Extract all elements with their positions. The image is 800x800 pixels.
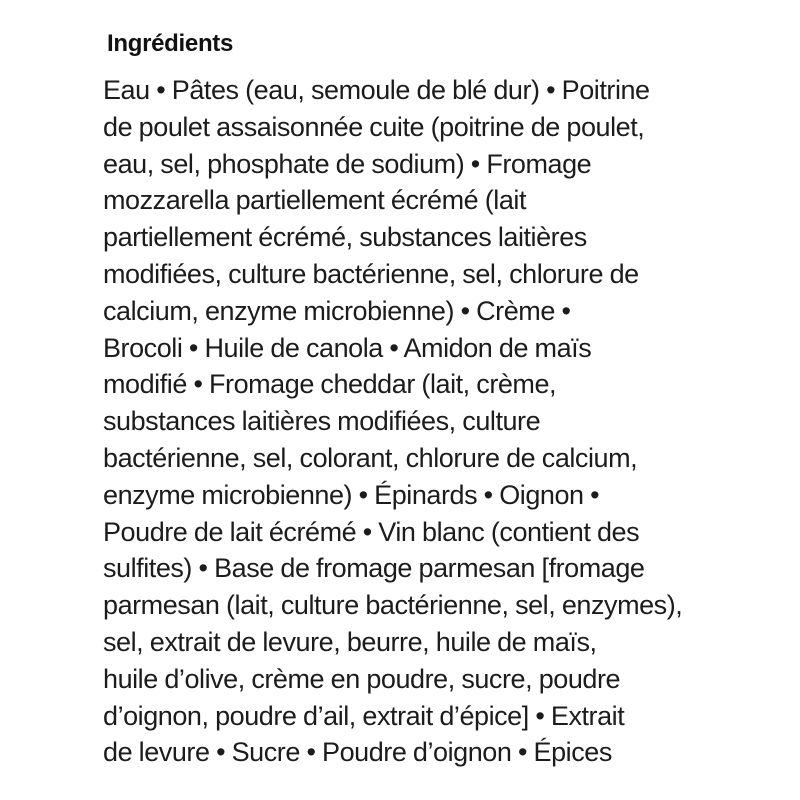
ingredients-line: de poulet assaisonnée cuite (poitrine de poulet,	[103, 111, 645, 142]
ingredients-list	[103, 72, 793, 771]
ingredients-line: parmesan (lait, culture bactérienne, sel, enzymes),	[103, 590, 683, 621]
ingredients-line: Eau • Pâtes (eau, semoule de blé dur) • Poitrine	[103, 75, 650, 105]
ingredients-heading: Ingrédients	[107, 30, 234, 57]
ingredients-line: calcium, enzyme microbienne) • Crème •	[103, 295, 571, 326]
ingredients-line: enzyme microbienne) • Épinards • Oignon •	[103, 479, 600, 510]
ingredients-line: huile d’olive, crème en poudre, sucre, poudre	[103, 663, 621, 694]
ingredients-line: sel, extrait de levure, beurre, huile de maïs,	[103, 626, 597, 657]
ingredients-line: modifié • Fromage cheddar (lait, crème,	[103, 369, 557, 400]
ingredients-line: mozzarella partiellement écrémé (lait	[103, 185, 527, 216]
ingredients-line: de levure • Sucre • Poudre d’oignon • Épices	[103, 737, 612, 768]
ingredients-line: substances laitières modifiées, culture	[103, 406, 541, 437]
ingredients-line: Poudre de lait écrémé • Vin blanc (contient des	[103, 516, 640, 547]
ingredients-line: modifiées, culture bactérienne, sel, chlorure de	[103, 258, 639, 289]
ingredients-line: sulfites) • Base de fromage parmesan [fromage	[103, 553, 645, 584]
ingredients-line: Brocoli • Huile de canola • Amidon de maïs	[103, 332, 592, 363]
ingredients-line: partiellement écrémé, substances laitières	[103, 222, 587, 253]
ingredients-line: eau, sel, phosphate de sodium) • Fromage	[103, 148, 592, 179]
ingredients-line: d’oignon, poudre d’ail, extrait d’épice] • Extrait	[103, 700, 625, 731]
ingredients-line: bactérienne, sel, colorant, chlorure de calcium,	[103, 442, 638, 473]
